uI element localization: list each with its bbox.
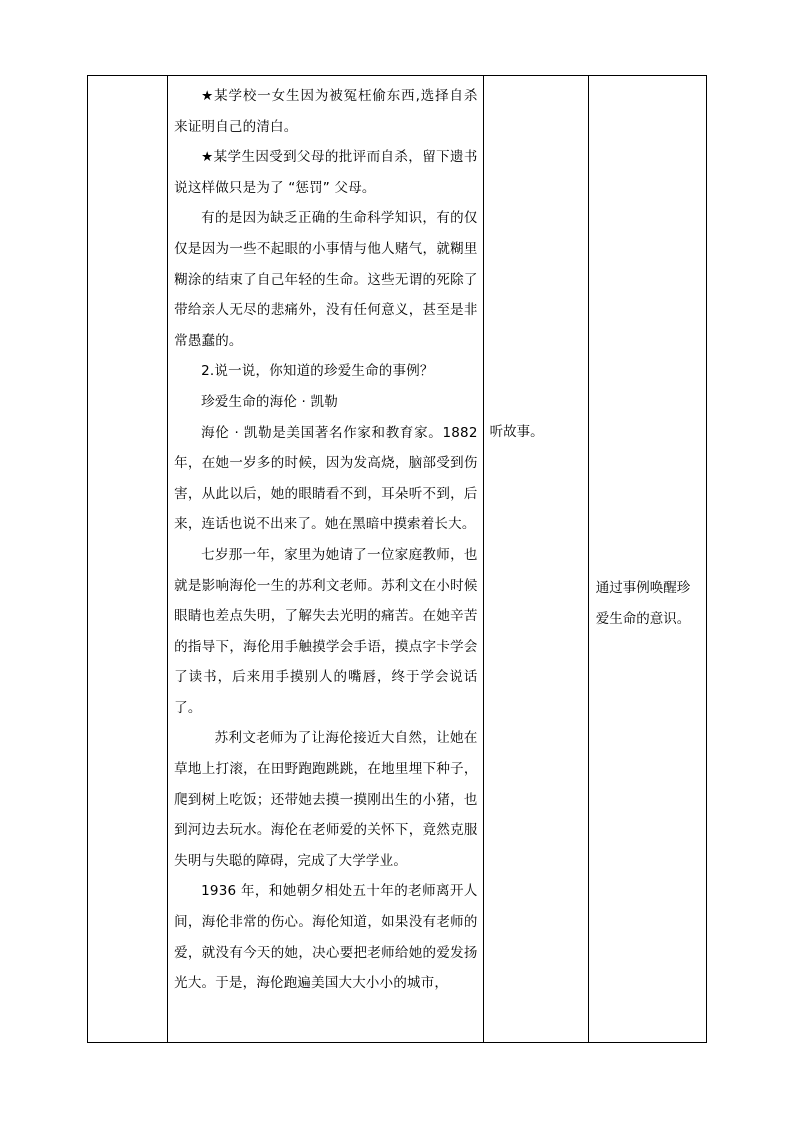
design-intent-text: 通过事例唤醒珍爱生命的意识。 [595,580,691,627]
student-activity-text: 听故事。 [489,424,544,440]
teaching-content-cell [168,76,484,1043]
table-row [88,76,707,1043]
content-paragraph: 2.说一说，你知道的珍爱生命的事例？ [201,363,434,380]
content-paragraph: ★某学校一女生因为被冤枉偷东西,选择自杀来证明自己的清白。 [174,88,478,135]
design-intent-cell [588,76,706,1043]
stage-cell [88,76,168,1043]
content-paragraph: 苏利文老师为了让海伦接近大自然，让她在草地上打滚，在田野跑跑跳跳，在地里埋下种子，爬到树上吃饭；还带她去摸一摸刚出生的小猪，也到河边去玩水。海伦在老师爱的关怀下，竟然克服失明与失聪的障碍，完成了大学学业。 [174,730,478,869]
content-paragraph: 海伦 · 凯勒是美国著名作家和教育家。1882 年，在她一岁多的时候，因为发高烧，脑部受到伤害，从此以后，她的眼睛看不到，耳朵听不到，后来，连话也说不出来了。她在黑暗中摸索着长大。 [174,424,478,533]
content-paragraph: 七岁那一年，家里为她请了一位家庭教师，也就是影响海伦一生的苏利文老师。苏利文在小时候眼睛也差点失明，了解失去光明的痛苦。在她辛苦的指导下，海伦用手触摸学会手语，摸点字卡学会了读书，后来用手摸别人的嘴唇，终于学会说话了。 [174,546,478,716]
content-paragraph: 有的是因为缺乏正确的生命科学知识，有的仅仅是因为一些不起眼的小事情与他人赌气，就糊里糊涂的结束了自己年轻的生命。这些无谓的死除了带给亲人无尽的悲痛外，没有任何意义，甚至是非常愚蠢的。 [174,210,478,349]
student-activity-cell [483,76,588,1043]
lesson-plan-table [87,75,707,1043]
content-paragraph: ★某学生因受到父母的批评而自杀，留下遗书说这样做只是为了 “惩罚” 父母。 [174,149,478,196]
content-paragraph: 1936 年，和她朝夕相处五十年的老师离开人间，海伦非常的伤心。海伦知道，如果没有老师的爱，就没有今天的她，决心要把老师给她的爱发扬光大。于是，海伦跑遍美国大大小小的城市， [174,883,478,992]
content-paragraph: 珍爱生命的海伦 · 凯勒 [201,393,338,410]
